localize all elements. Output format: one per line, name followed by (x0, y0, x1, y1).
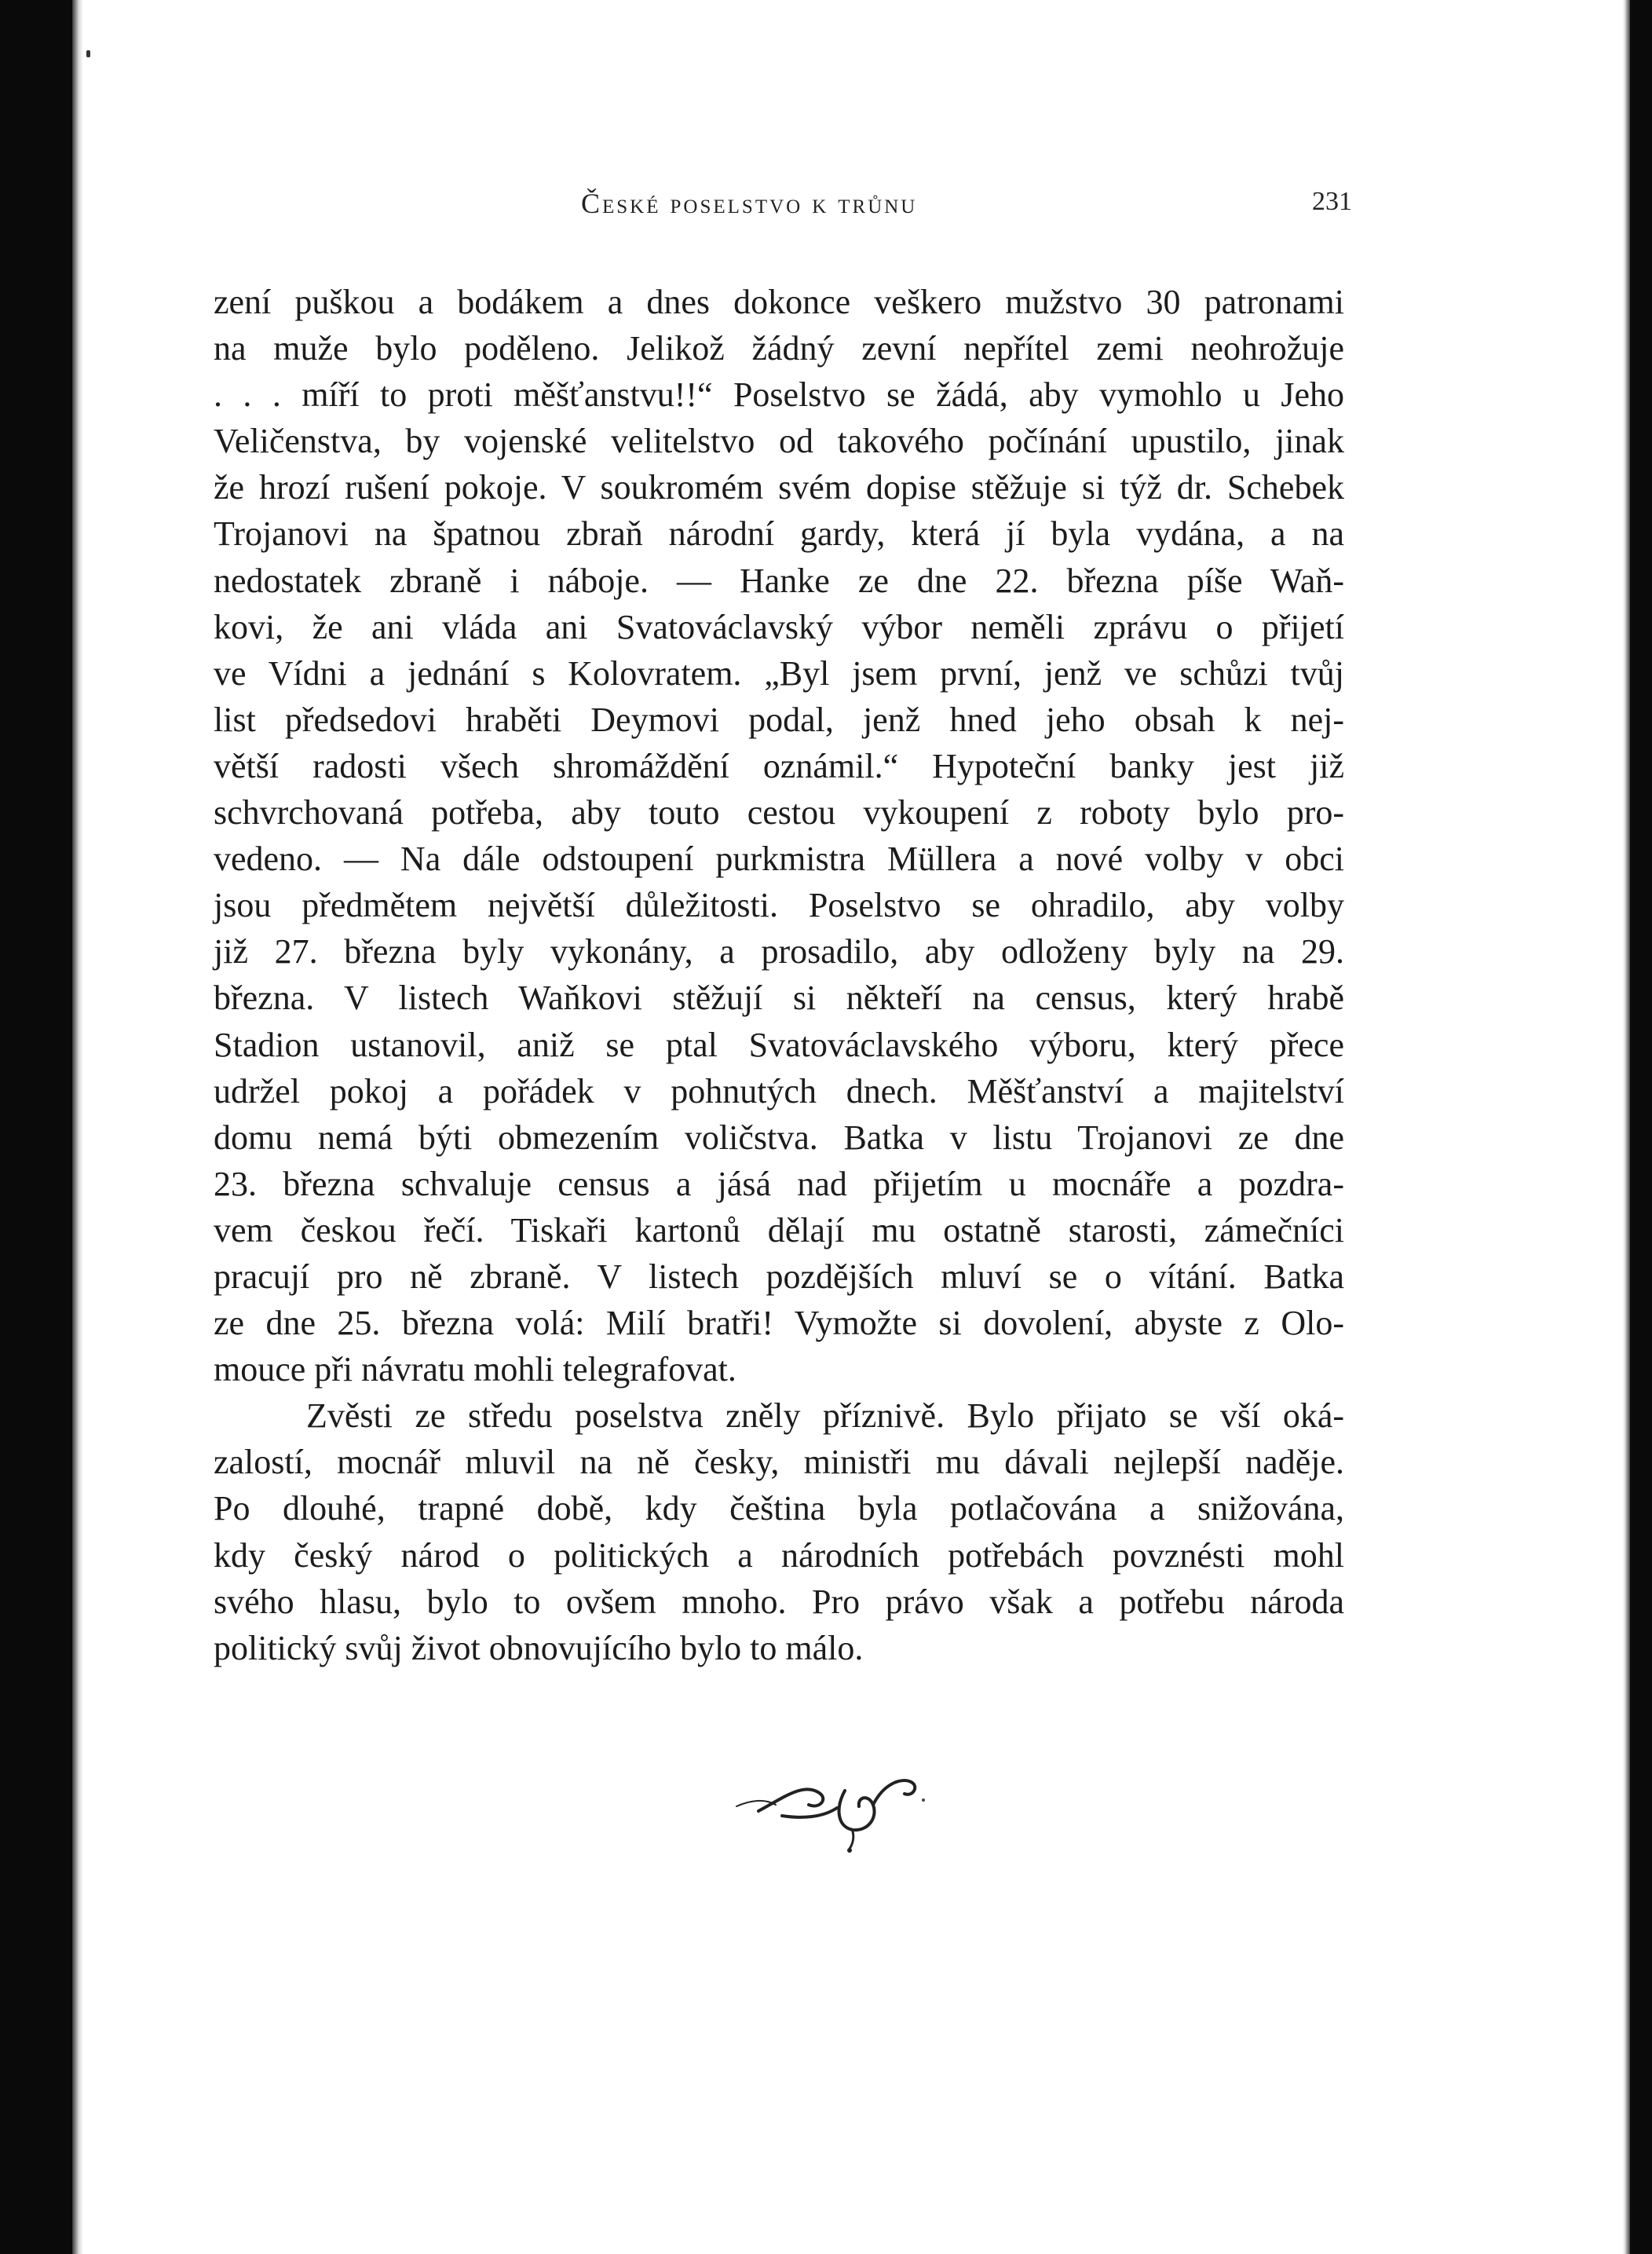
scan-border-left (0, 0, 72, 2254)
text-line: domu nemá býti obmezením voličstva. Batka v listu Trojanovi ze dne (214, 1118, 1344, 1157)
paragraph-2 (214, 1392, 1344, 1671)
text-line: Trojanovi na špatnou zbraň národní gardy, která jí byla vydána, a na (214, 514, 1344, 554)
text-line: nedostatek zbraně i náboje. — Hanke ze dne 22. března píše Waň- (214, 561, 1344, 600)
scan-speck (86, 50, 90, 57)
running-head (212, 187, 1352, 234)
text-line: Veličenstva, by vojenské velitelstvo od takového počínání upustilo, jinak (214, 422, 1344, 461)
text-line: zení puškou a bodákem a dnes dokonce veškero mužstvo 30 patronami (214, 283, 1344, 321)
text-line: schvrchovaná potřeba, aby touto cestou vykoupení z roboty bylo pro- (214, 793, 1344, 832)
text-line: svého hlasu, bylo to ovšem mnoho. Pro právo však a potřebu národa (214, 1582, 1344, 1621)
text-line: ve Vídni a jednání s Kolovratem. „Byl jsem první, jenž ve schůzi tvůj (214, 653, 1344, 693)
text-line: zalostí, mocnář mluvil na ně česky, ministři mu dávali nejlepší naděje. (214, 1443, 1344, 1482)
text-line: Stadion ustanovil, aniž se ptal Svatováclavského výboru, který přece (214, 1025, 1344, 1064)
text-line: března. V listech Waňkovi stěžují si někteří na census, který hrabě (214, 979, 1344, 1018)
text-line: list předsedovi hraběti Deymovi podal, jenž hned jeho obsah k nej- (214, 700, 1344, 739)
flourish-svg (727, 1759, 931, 1853)
running-title: České poselstvo k trůnu (581, 188, 918, 219)
text-line: kovi, že ani vláda ani Svatováclavský výbor neměli zprávu o přijetí (214, 607, 1344, 646)
scan-edge-shadow (1622, 0, 1630, 2254)
text-line: větší radosti všech shromáždění oznámil.“ Hypoteční banky jest již (214, 746, 1344, 785)
text-line: ze dne 25. března volá: Milí bratři! Vymožte si dovolení, abyste z Olo- (214, 1304, 1344, 1343)
text-line: kdy český národ o politických a národních potřebách povznésti mohl (214, 1535, 1344, 1575)
text-line: udržel pokoj a pořádek v pohnutých dnech. Měšťanství a majitelství (214, 1071, 1344, 1111)
text-line: Po dlouhé, trapné době, kdy čeština byla potlačována a snižována, (214, 1489, 1344, 1528)
text-line: vedeno. — Na dále odstoupení purkmistra Müllera a nové volby v obci (214, 840, 1344, 879)
text-line: 23. března schvaluje census a jásá nad přijetím u mocnáře a pozdra- (214, 1164, 1344, 1203)
vignette-flourish-icon (727, 1759, 931, 1853)
text-line: pracují pro ně zbraně. V listech pozdějších mluví se o vítání. Batka (214, 1257, 1344, 1296)
body-text (214, 279, 1344, 1671)
scan-gutter-shadow (72, 0, 83, 2254)
scan-border-right (1630, 0, 1652, 2254)
paragraph-1 (214, 279, 1344, 1392)
text-line: jsou předmětem největší důležitosti. Poselstvo se ohradilo, aby volby (214, 886, 1344, 925)
text-line: již 27. března byly vykonány, a prosadilo, aby odloženy byly na 29. (214, 932, 1344, 971)
text-line: vem českou řečí. Tiskaři kartonů dělají mu ostatně starosti, zámečníci (214, 1210, 1344, 1250)
page-number: 231 (1312, 187, 1352, 216)
text-line: Zvěsti ze středu poselstva zněly příznivě. Bylo přijato se vší oká- (306, 1396, 1344, 1436)
text-line: politický svůj život obnovujícího bylo to málo. (214, 1628, 864, 1667)
text-line: že hrozí rušení pokoje. V soukromém svém dopise stěžuje si týž dr. Schebek (214, 468, 1344, 507)
text-line: mouce při návratu mohli telegrafovat. (214, 1350, 736, 1389)
text-line: . . . míří to proti měšťanstvu!!“ Poselstvo se žádá, aby vymohlo u Jeho (214, 375, 1344, 415)
text-line: na muže bylo poděleno. Jelikož žádný zevní nepřítel zemi neohrožuje (214, 329, 1344, 368)
